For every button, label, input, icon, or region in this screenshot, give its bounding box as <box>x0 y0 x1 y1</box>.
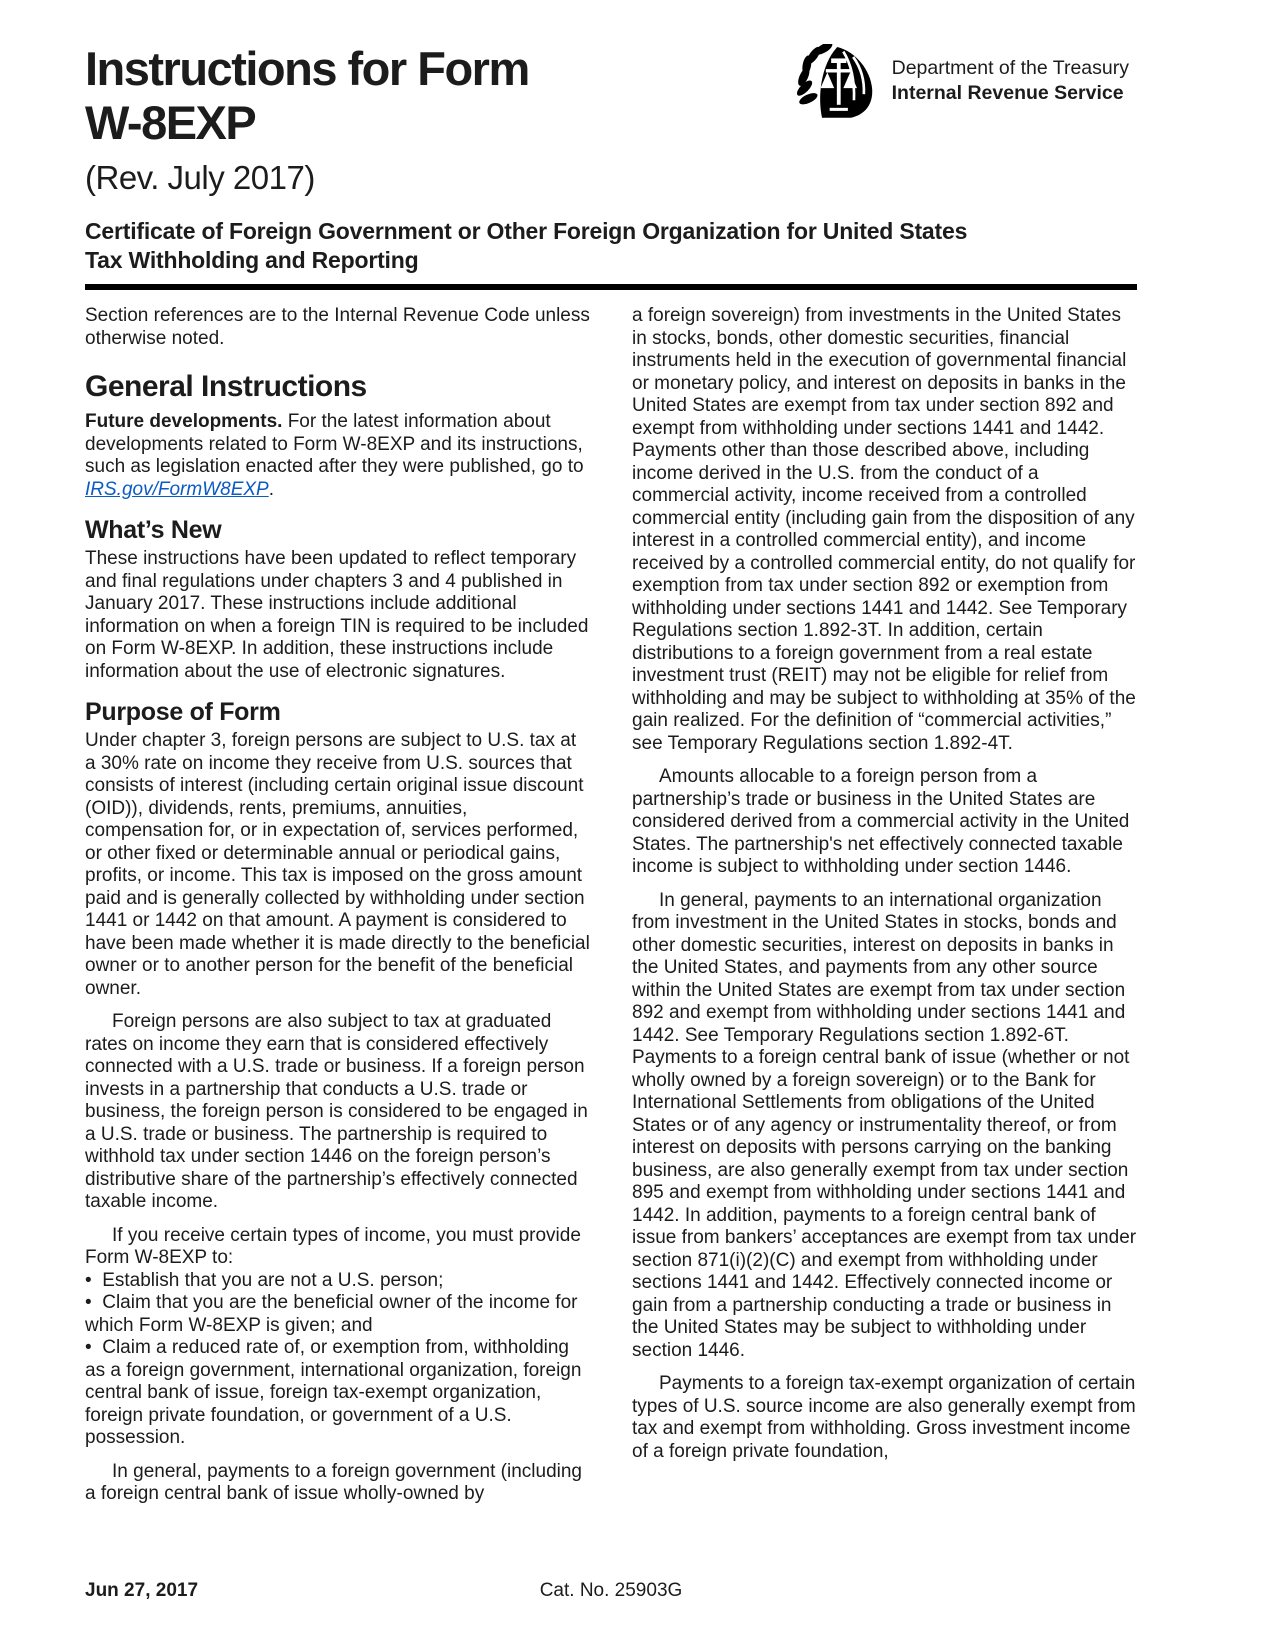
paragraph-in-general-foreign-government: In general, payments to a foreign government (including a foreign central bank of issue wholly-owned by <box>85 1460 582 1504</box>
footer-date: Jun 27, 2017 <box>85 1580 199 1601</box>
bullet-item-not-us-person: • Establish that you are not a U.S. person; <box>85 1270 590 1293</box>
form-revision: (Rev. July 2017) <box>85 159 315 196</box>
future-developments-lead: Future developments. <box>85 411 283 432</box>
future-developments-tail: . <box>268 478 274 500</box>
paragraph-amounts-allocable: Amounts allocable to a foreign person from a partnership’s trade or business in the United States are considered derived from a commercial activity in the United States. The partnership's net effectively connected taxable income is subject to withholding under section 1446. <box>632 766 1130 877</box>
paragraph-provide-form: If you receive certain types of income, you must provide Form W-8EXP to: <box>85 1224 581 1268</box>
paragraph-future-developments <box>85 411 590 501</box>
form-title-line1: Instructions for Form <box>85 42 529 95</box>
paragraph-foreign-sovereign-continuation: a foreign sovereign) from investments in the United States in stocks, bonds, other domestic securities, financial instruments held in the execution of governmental financial or monetary policy, and interest on deposits in banks in the United States are exempt from tax under section 892 and exempt from withholding under sections 1441 and 1442. Payments other than those described above, including income derived in the U.S. from the conduct of a commercial activity, income received from a controlled commercial entity (including gain from the disposition of any interest in a controlled commercial entity), and income received by a controlled commercial entity, do not qualify for exemption from tax under section 892 or exemption from withholding under sections 1441 and 1442. See Temporary Regulations section 1.892-3T. In addition, certain distributions to a foreign government from a real estate investment trust (REIT) may not be eligible for relief from withholding and may be subject to withholding at 35% of the gain realized. For the definition of “commercial activities,” see Temporary Regulations section 1.892-4T. <box>632 305 1136 754</box>
bullet-item-beneficial-owner: • Claim that you are the beneficial owner of the income for which Form W-8EXP is given; and <box>85 1292 590 1337</box>
irs-form-w8exp-link[interactable]: IRS.gov/FormW8EXP <box>85 478 269 500</box>
heading-whats-new: What’s New <box>85 516 222 544</box>
footer-catalog-number: Cat. No. 25903G <box>539 1580 683 1601</box>
form-subtitle <box>85 217 1137 275</box>
future-developments-body: For the latest information about developments related to Form W-8EXP and its instructions, such as legislation enacted after they were published, go to <box>85 411 584 477</box>
paragraph-purpose-1: Under chapter 3, foreign persons are subject to U.S. tax at a 30% rate on income they receive from U.S. sources that consists of interest (including certain original issue discount (OID)), dividends, rents, premiums, annuities, compensation for, or in expectation of, services performed, or other fixed or determinable annual or periodical gains, profits, or income. This tax is imposed on the gross amount paid and is generally collected by withholding under section 1441 or 1442 on that amount. A payment is considered to have been made whether it is made directly to the beneficial owner or to another person for the benefit of the beneficial owner. <box>85 730 590 999</box>
agency-irs: Internal Revenue Service <box>891 82 1124 104</box>
paragraph-tax-exempt-organization: Payments to a foreign tax-exempt organization of certain types of U.S. source income are also generally exempt from tax and exempt from withholding. Gross investment income of a foreign private foundation, <box>632 1373 1136 1462</box>
right-column <box>632 305 1137 1506</box>
heading-purpose-of-form: Purpose of Form <box>85 698 281 726</box>
paragraph-international-organization: In general, payments to an international organization from investment in the United States in stocks, bonds and other domestic securities, interest on deposits in banks in the United States, and payments from any other source within the United States are exempt from tax under section 892 and exempt from withholding under sections 1441 and 1442. See Temporary Regulations section 1.892-6T. Payments to a foreign central bank of issue (whether or not wholly owned by a foreign sovereign) or to the Bank for International Settlements from obligations of the United States or of any agency or instrumentality thereof, or from interest on deposits with persons carrying on the banking business, are also generally exempt from tax under section 895 and exempt from withholding under sections 1441 and 1442. In addition, payments to a foreign central bank of issue from bankers’ acceptances are exempt from tax under section 871(i)(2)(C) and exempt from withholding under sections 1441 and 1442. Effectively connected income or gain from a partnership conducting a trade or business in the United States may be subject to withholding under section 1446. <box>632 889 1137 1361</box>
agency-dept-treasury: Department of the Treasury <box>891 57 1129 79</box>
form-title-block <box>85 42 529 197</box>
bullet-item-reduced-rate: • Claim a reduced rate of, or exemption from, withholding as a foreign government, international organization, foreign central bank of issue, foreign tax-exempt organization, foreign private foundation, or government of a U.S. possession. <box>85 1337 590 1450</box>
heading-general-instructions: General Instructions <box>85 370 367 403</box>
document-header <box>85 42 1137 197</box>
form-title-line2: W-8EXP <box>85 96 256 149</box>
paragraph-whats-new: These instructions have been updated to reflect temporary and final regulations under chapters 3 and 4 published in January 2017. These instructions include additional information on when a foreign TIN is required to be included on Form W-8EXP. In addition, these instructions include information about the use of electronic signatures. <box>85 548 589 682</box>
form-subtitle-line1: Certificate of Foreign Government or Other Foreign Organization for United States <box>85 218 968 244</box>
document-body <box>85 305 1137 1506</box>
header-divider-rule <box>85 284 1137 290</box>
paragraph-section-references: Section references are to the Internal Revenue Code unless otherwise noted. <box>85 305 590 349</box>
left-column <box>85 305 590 1506</box>
form-subtitle-line2: Tax Withholding and Reporting <box>85 247 419 273</box>
irs-eagle-logo-icon <box>796 44 880 120</box>
paragraph-purpose-2: Foreign persons are also subject to tax at graduated rates on income they earn that is considered effectively connected with a U.S. trade or business. If a foreign person invests in a partnership that conducts a U.S. trade or business, the foreign person is considered to be engaged in a U.S. trade or business. The partnership is required to withhold tax under section 1446 on the foreign person’s distributive share of the partnership’s effectively connected taxable income. <box>85 1011 588 1212</box>
page-footer <box>85 1580 1137 1602</box>
agency-block <box>796 44 1137 120</box>
